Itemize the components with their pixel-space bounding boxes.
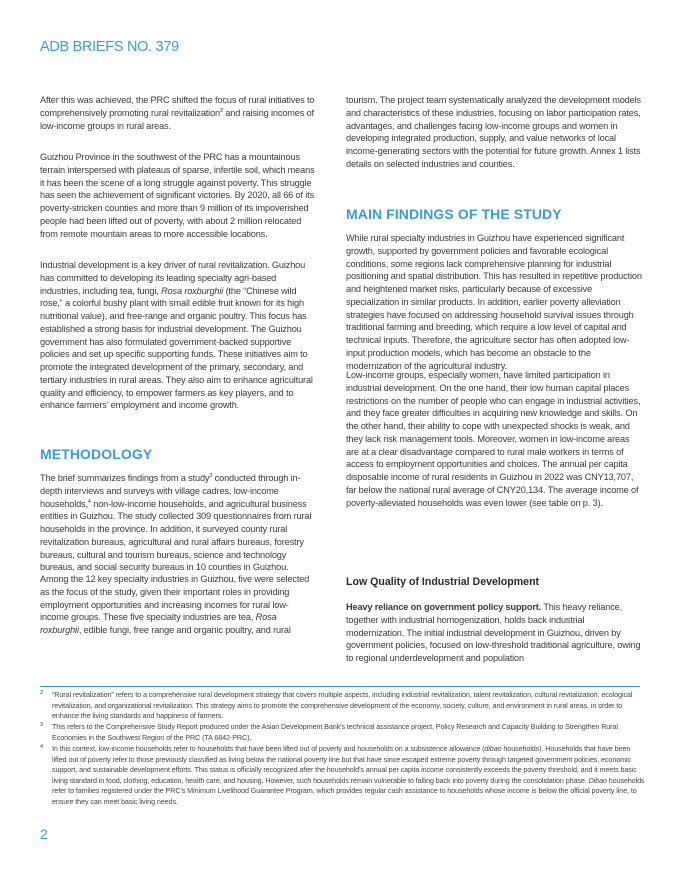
paragraph-study-summary [40, 472, 316, 574]
paragraph-policy-reliance [346, 601, 644, 665]
page-number: 2 [40, 826, 48, 842]
footnote-divider [40, 686, 640, 687]
text-run: dibao [484, 744, 502, 753]
footnote-2: 2 “Rural revitalization” refers to a comprehensive rural development strategy that covers multiple aspects, including industrial revitalization, talent revitalization, cultural revitalization, ecological revitalization, and organizational revitalization. This strategy aims to promote the comprehensive development of the economy, society, culture, and environment in rural areas, in order to enhance the living standards and happiness of farmers. [40, 690, 633, 721]
footnote-4: 4 In this context, low-income households refer to households that have been lifted out of poverty and households on a subsistence allowance (dibao households). Households that have been lifted out of poverty refer to those previously classified as living below the national poverty line but that have since escaped extreme poverty through targeted government policies, economic support, and sustainable development efforts. This status is officially recognized after the household’s annual per capita income consistently exceeds the poverty threshold, and it meets basic living standard in food, clothing, education, health care, and housing. However, such households remain vulnerable to falling back into poverty during the consolidation phase. Dibao households refer to families registered under the PRC’s Minimum Livelihood Guarantee Program, which provides regular cash assistance to households whose income is below the official poverty line, to ensure they can meet basic living needs. [40, 744, 645, 806]
text-run: non-low-income households, and agricultural business entities in Guizhou. The study collected 309 questionnaires from rural households in the province. In addition, it surveyed county rural revitalization bureaus, agricultural and rural affairs bureaus, forestry bureaus, cultural and tourism bureaus, science and technology bureaus, and social security bureaus in 10 counties in Guizhou. [40, 498, 312, 573]
text-run: Rosa roxburghii [161, 285, 224, 296]
text-run: The brief summarizes findings from a study [40, 473, 210, 483]
text-run: After this was achieved, the PRC shifted the focus of rural initiatives to comprehensively promoting rural revitalization [40, 95, 315, 118]
text-run: (the “Chinese wild rose,” a colorful bushy plant with small edible fruit known for its high nutritional value), and free-range and organic poultry. This focus has established a strong basis for industrial development. The Guizhou government has also formulated government-backed supportive policies and set up specific supporting funds. These initiatives aim to promote the integrated development of the primary, secondary, and tertiary industries in rural areas. They also aim to enhance agricultural quality and efficiency, to empower farmers as key players, and to enhance farmers’ employment and income growth. [40, 285, 313, 411]
text-run: This heavy reliance, together with industrial homogenization, holds back industrial modernization. The initial industrial development in Guizhou, driven by government policies, focused on low-threshold traditional agriculture, owing to regional underdevelopment and population [346, 602, 641, 663]
text-run: While rural specialty industries in Guizhou have experienced significant growth, supported by government policies and favorable ecological conditions, some regions lack comprehensive planning for industrial positioning and spatial distribution. This has resulted in repetitive production and heightened market risks, particularly because of excessive specialization in similar products. In addition, earlier poverty alleviation strategies have focused on addressing household survival issues through traditional farming and breeding, which require a low level of capital and technical inputs. Therefore, the agriculture sector has often adopted low-input production models, which has become an obstacle to the modernization of the agricultural industry. [346, 233, 642, 371]
paragraph-low-income-groups [346, 369, 644, 509]
publication-header: ADB BRIEFS NO. 379 [40, 39, 179, 55]
text-run: Low-income groups, especially women, have limited participation in industrial development. On the one hand, their low human capital places restrictions on the number of people who can engage in industrial activities, and they face greater difficulties in acquiring new knowledge and skills. On the other hand, their ability to cope with unexpected shocks is weak, and they lack risk management tools. Moreover, women in low-income areas are at a clear disadvantage compared to rural male workers in terms of access to employment opportunities and choices. The annual per capita disposable income of rural residents in Guizhou in 2022 was CNY13,707, far below the national rural average of CNY20,134. The average income of poverty-alleviated households was even lower (see table on p. 3). [346, 370, 641, 508]
text-run: Dibao [588, 775, 607, 785]
text-run: This refers to the Comprehensive Study Report produced under the Asian Development Bank’s technical assistance project, Policy Research and Capacity Building to Strengthen Rural Economies in the Southwest Region of the PRC (TA 6842-PRC). [52, 722, 618, 742]
footnote-ref: 2 [220, 107, 223, 114]
text-run: Heavy reliance on government policy support. [346, 602, 542, 612]
text-run: Guizhou Province in the southwest of the PRC has a mountainous terrain interspersed with plateaus of sparse, infertile soil, which means it has been the scene of a long struggle against poverty. This struggle has seen the achievement of significant victories. By 2020, all 66 of its poverty-stricken counties and more than 9 million of its impoverished people had been lifted out of poverty, with about 2 million relocated from remote mountain areas to more accessible locations. [40, 152, 315, 239]
text-run: Among the 12 key specialty industries in Guizhou, five were selected as the focus of the study, given their important roles in providing employment opportunities and increasing incomes for rural low-income groups. These five specialty industries are tea, [40, 574, 310, 623]
text-run: Rosa roxburghii [40, 612, 277, 635]
main-findings-heading: MAIN FINDINGS OF THE STUDY [346, 206, 562, 222]
footnote-ref: 4 [87, 498, 91, 505]
text-run: households). Households that have been lifted out of poverty refer to those previously classified as living below the national poverty line but that have since escaped extreme poverty through targeted government policies, economic support, and sustainable development efforts. This status is officially recognized after the household’s annual per capita income consistently exceeds the poverty threshold, and it meets basic living standard in food, clothing, education, health care, and housing. However, such households remain vulnerable to falling back into poverty during the consolidation phase. [52, 744, 637, 785]
text-run: households refer to families registered under the PRC’s Minimum Livelihood Guarantee Program, which provides regular cash assistance to households whose income is below the official poverty line, to ensure they can meet basic living needs. [52, 775, 645, 806]
text-run: tourism. The project team systematically analyzed the development models and characteristics of these industries, focusing on labor participation rates, advantages, and challenges facing low-income groups and women in developing integrated production, supply, and value networks of local income-generating sectors with the potential for future growth. Annex 1 lists details on selected industries and counties. [346, 95, 641, 169]
text-run: “Rural revitalization” refers to a comprehensive rural development strategy that covers multiple aspects, including industrial revitalization, talent revitalization, cultural revitalization, ecological revitalization, and organizational revitalization. This strategy aims to promote the comprehensive development of the economy, society, culture, and environment in rural areas, in order to enhance the living standards and happiness of farmers. [52, 690, 633, 721]
paragraph-project-team [346, 94, 644, 171]
paragraph-industrial-development [40, 259, 316, 412]
methodology-heading: METHODOLOGY [40, 446, 153, 462]
paragraph-specialty-growth [346, 232, 644, 372]
text-run: Industrial development is a key driver of rural revitalization. Guizhou has committed to developing its leading specialty agri-based industries, including tea, fungi, [40, 260, 306, 296]
text-run: In this context, low-income households refer to households that have been lifted out of poverty and households on a subsistence allowance ( [52, 744, 485, 753]
text-run: conducted through in-depth interviews and surveys with village cadres, low-income households, [40, 473, 301, 509]
footnote-ref: 3 [209, 473, 213, 479]
text-run: , edible fungi, free range and organic poultry, and rural [78, 625, 291, 635]
paragraph-key-industries [40, 573, 316, 637]
footnote-3: 3 This refers to the Comprehensive Study Report produced under the Asian Development Bank’s technical assistance project, Policy Research and Capacity Building to Strengthen Rural Economies in the Southwest Region of the PRC (TA 6842-PRC). [40, 722, 618, 742]
low-quality-subheading: Low Quality of Industrial Development [346, 576, 540, 588]
paragraph-rural-initiatives [40, 94, 316, 132]
paragraph-guizhou-poverty [40, 151, 316, 240]
text-run: and raising incomes of low-income groups in rural areas. [40, 107, 314, 131]
